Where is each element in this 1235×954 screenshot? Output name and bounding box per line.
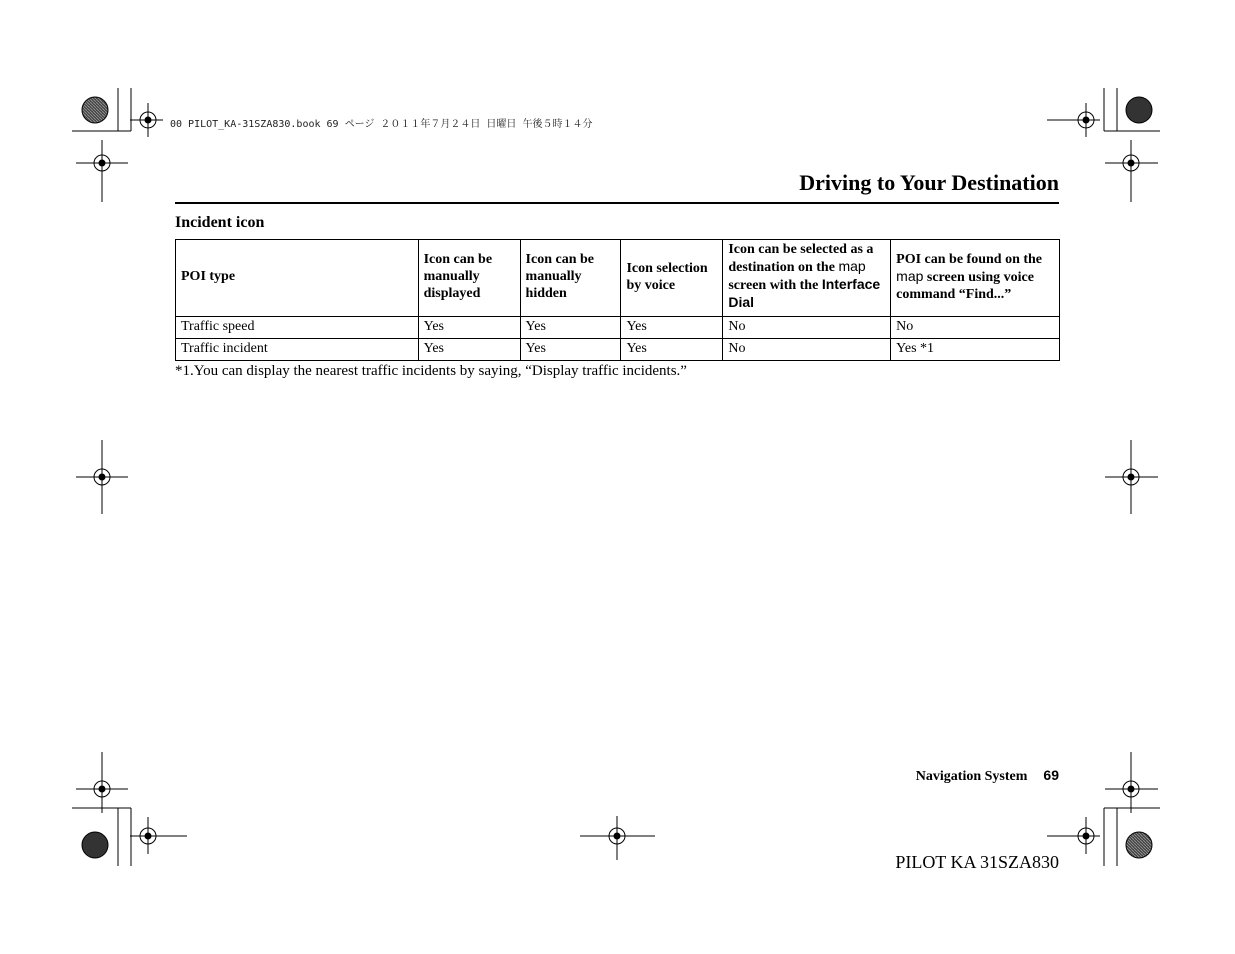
cell-manual-hide: Yes	[520, 339, 621, 361]
cell-poi-type: Traffic incident	[176, 339, 419, 361]
page-number: 69	[1043, 767, 1059, 783]
cell-poi-type: Traffic speed	[176, 317, 419, 339]
table-row	[176, 339, 1060, 361]
model-code: PILOT KA 31SZA830	[895, 852, 1059, 872]
header-destination-part1: Icon can be selected as a destination on the	[728, 242, 874, 275]
header-manual-display: Icon can be manually displayed	[418, 240, 520, 317]
footer-section: Navigation System	[915, 769, 1028, 784]
cell-voice-find: No	[891, 317, 1060, 339]
cell-voice-find: Yes *1	[891, 339, 1060, 361]
cell-voice-select: Yes	[621, 317, 723, 339]
footnote: *1.You can display the nearest traffic incidents by saying, “Display traffic incidents.”	[175, 363, 687, 379]
print-header: 00 PILOT_KA-31SZA830.book 69 ページ ２０１１年７月２４日 日曜日 午後５時１４分	[170, 119, 593, 130]
cell-manual-display: Yes	[418, 317, 520, 339]
incident-icon-table	[175, 239, 1060, 361]
header-voice-find-map: map	[896, 267, 924, 284]
header-destination-part2: screen with the	[728, 278, 819, 293]
cell-voice-select: Yes	[621, 339, 723, 361]
header-destination	[723, 240, 891, 317]
header-destination-dial: Interface Dial	[728, 276, 881, 310]
cell-manual-hide: Yes	[520, 317, 621, 339]
header-manual-hide: Icon can be manually hidden	[520, 240, 621, 317]
cell-manual-display: Yes	[418, 339, 520, 361]
section-title: Incident icon	[175, 214, 265, 231]
header-voice-select: Icon selection by voice	[621, 240, 723, 317]
title-rule	[175, 202, 1059, 204]
table-header-row	[176, 240, 1060, 317]
header-voice-find-part1: POI can be found on the	[896, 251, 1043, 267]
header-voice-find-part2: screen using voice command “Find...”	[896, 269, 1034, 302]
reg-target	[130, 103, 163, 137]
header-destination-map: map	[838, 258, 866, 274]
cell-destination: No	[723, 339, 891, 361]
table-row	[176, 317, 1060, 339]
page-title: Driving to Your Destination	[799, 170, 1059, 195]
page-footer	[916, 767, 1059, 785]
cell-destination: No	[723, 317, 891, 339]
header-poi-type: POI type	[176, 240, 419, 317]
header-voice-find	[891, 240, 1060, 317]
